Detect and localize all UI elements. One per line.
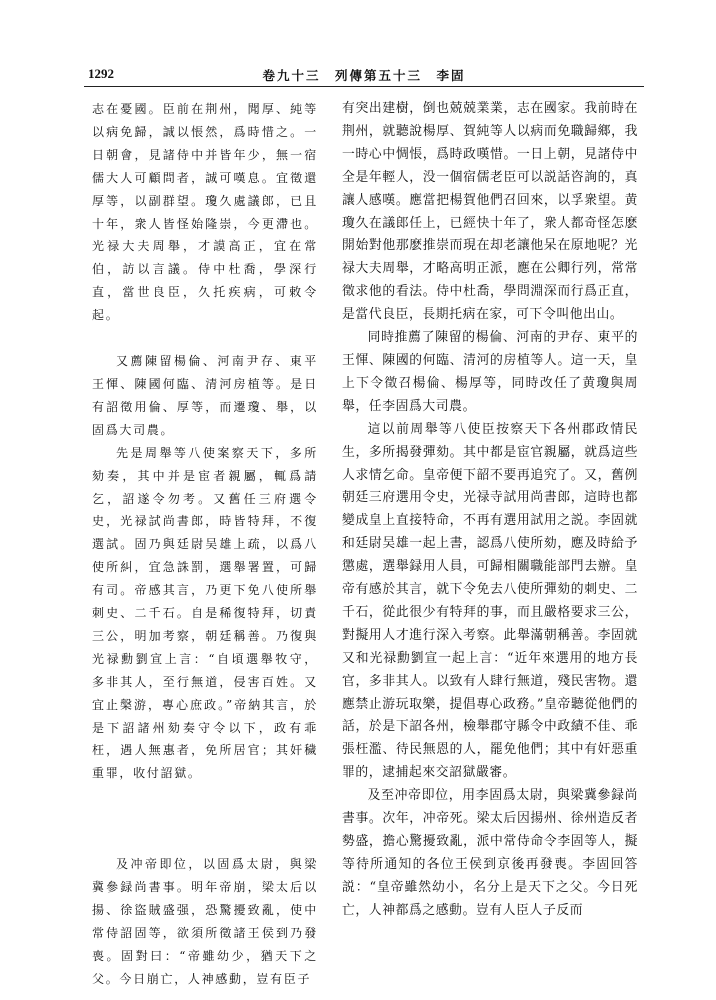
translation-paragraph: 這以前周舉等八使臣按察天下各州郡政情民生，多所揭發彈劾。其中都是宦官親屬，就爲這些人求情乞命。皇帝便下韶不要再追究了。又，舊例朝廷三府選用令史，光禄寺試用尚書郎，這時也都變成皇上直接特命，不再有選用試用之説。李固就和廷尉吴雄一起上書，認爲八使所劾，應及時給予懲處，選舉録用人員，可歸相關職能部門去辦。皇帝有感於其言，就下令免去八使所彈劾的刺史、二千石，從此很少有特拜的事，而且嚴格要求三公，對擬用人才進行深入考察。此舉滿朝稱善。李固就又和光禄勳劉宣一起上言：“近年來選用的地方長官，多非其人。以致有人肆行無道，殘民害物。還應禁止游玩取樂，提倡專心政務。”皇帝聽從他們的話，於是下詔各州，檢舉郡守縣令中政績不佳、乖張枉濫、待民無恩的人，罷免他們；其中有奸惡重罪的，逮捕起來交詔獄嚴審。 [342, 421, 638, 781]
classical-paragraph: 又薦陳留楊倫、河南尹存、東平王惲、陳國何臨、清河房植等。是日有詔徵用倫、厚等，而遷瓊、舉，以固爲大司農。 [92, 354, 318, 437]
translation-column [342, 98, 638, 923]
running-title: 卷九十三 列傳第五十三 李固 [262, 68, 466, 83]
translation-paragraph: 有突出建樹，倒也兢兢業業，志在國家。我前時在荆州，就聽說楊厚、賀純等人以病而免職歸鄉，我一時心中惆悵，爲時政嘆惜。一日上朝，見諸侍中全是年輕人，没一個宿儒老臣可以説話咨詢的，真讓人感嘆。應當把楊賀他們召回來，以孚衆望。黄瓊久在議郎任上，已經快十年了，衆人都奇怪怎麽開始對他那麽推崇而現在却老讓他呆在原地呢？光禄大夫周舉，才略高明正派，應在公卿行列，常常徵求他的看法。侍中杜喬，學問淵深而行爲正直，是當代良臣，長期托病在家，可下令叫他出山。 [342, 101, 638, 323]
page-header [84, 62, 644, 87]
translation-paragraph: 及至冲帝即位，用李固爲太尉，與梁冀參録尚書事。次年，冲帝死。梁太后因揚州、徐州造反者勢盛，擔心驚擾致亂，派中常侍命令李固等人，擬等待所通知的各位王侯到京後再發喪。李固回答説：“皇帝雖然幼小，名分上是天下之父。今日死亡，人神都爲之感動。豈有人臣人子反而 [342, 788, 638, 918]
classical-text-column [92, 98, 318, 991]
page-number: 1292 [88, 66, 114, 81]
classical-paragraph: 志在憂國。臣前在荆州，聞厚、純等以病免歸，誠以悵然，爲時惜之。一日朝會，見諸侍中并皆年少，無一宿儒大人可顧問者，誠可嘆息。宜徵還厚等，以副群望。瓊久處議郎，已且十年，衆人皆怪始隆崇，今更滯也。光禄大夫周舉，才謨高正，宜在常伯，訪以言議。侍中杜喬，學深行直，當世良臣，久托疾病，可敕令起。 [92, 102, 318, 323]
classical-paragraph: 及冲帝即位，以固爲太尉，與梁冀參録尚書事。明年帝崩，梁太后以揚、徐盜賊盛强，恐驚擾致亂，使中常侍詔固等，欲須所徵諸王侯到乃發喪。固對曰：“帝雖幼少，猶天下之父。今日崩亡，人神感動，豈有臣子 [92, 857, 318, 986]
classical-paragraph: 先是周舉等八使案察天下，多所劾奏，其中并是宦者親屬，輒爲請乞，詔遂令勿考。又舊任三府選令史，光禄試尚書郎，時皆特拜，不復選試。固乃與廷尉吴雄上疏，以爲八使所糾，宜急誅罰，選舉署置，可歸有司。帝感其言，乃更下免八使所舉刺史、二千石。自是稀復特拜，切責三公，明加考察，朝廷稱善。乃復與光禄勳劉宣上言：“自頃選舉牧守，多非其人，至行無道，侵害百姓。又宜止槃游，專心庶政。”帝納其言，於是下詔諸州劾奏守令以下，政有乖枉，遇人無惠者，免所居官；其奸穢重罪，收付詔獄。 [92, 445, 318, 781]
translation-paragraph: 同時推薦了陳留的楊倫、河南的尹存、東平的王惲、陳國的何臨、清河的房植等人。這一天，皇上下令徵召楊倫、楊厚等，同時改任了黄瓊與周舉，任李固爲大司農。 [342, 330, 638, 414]
